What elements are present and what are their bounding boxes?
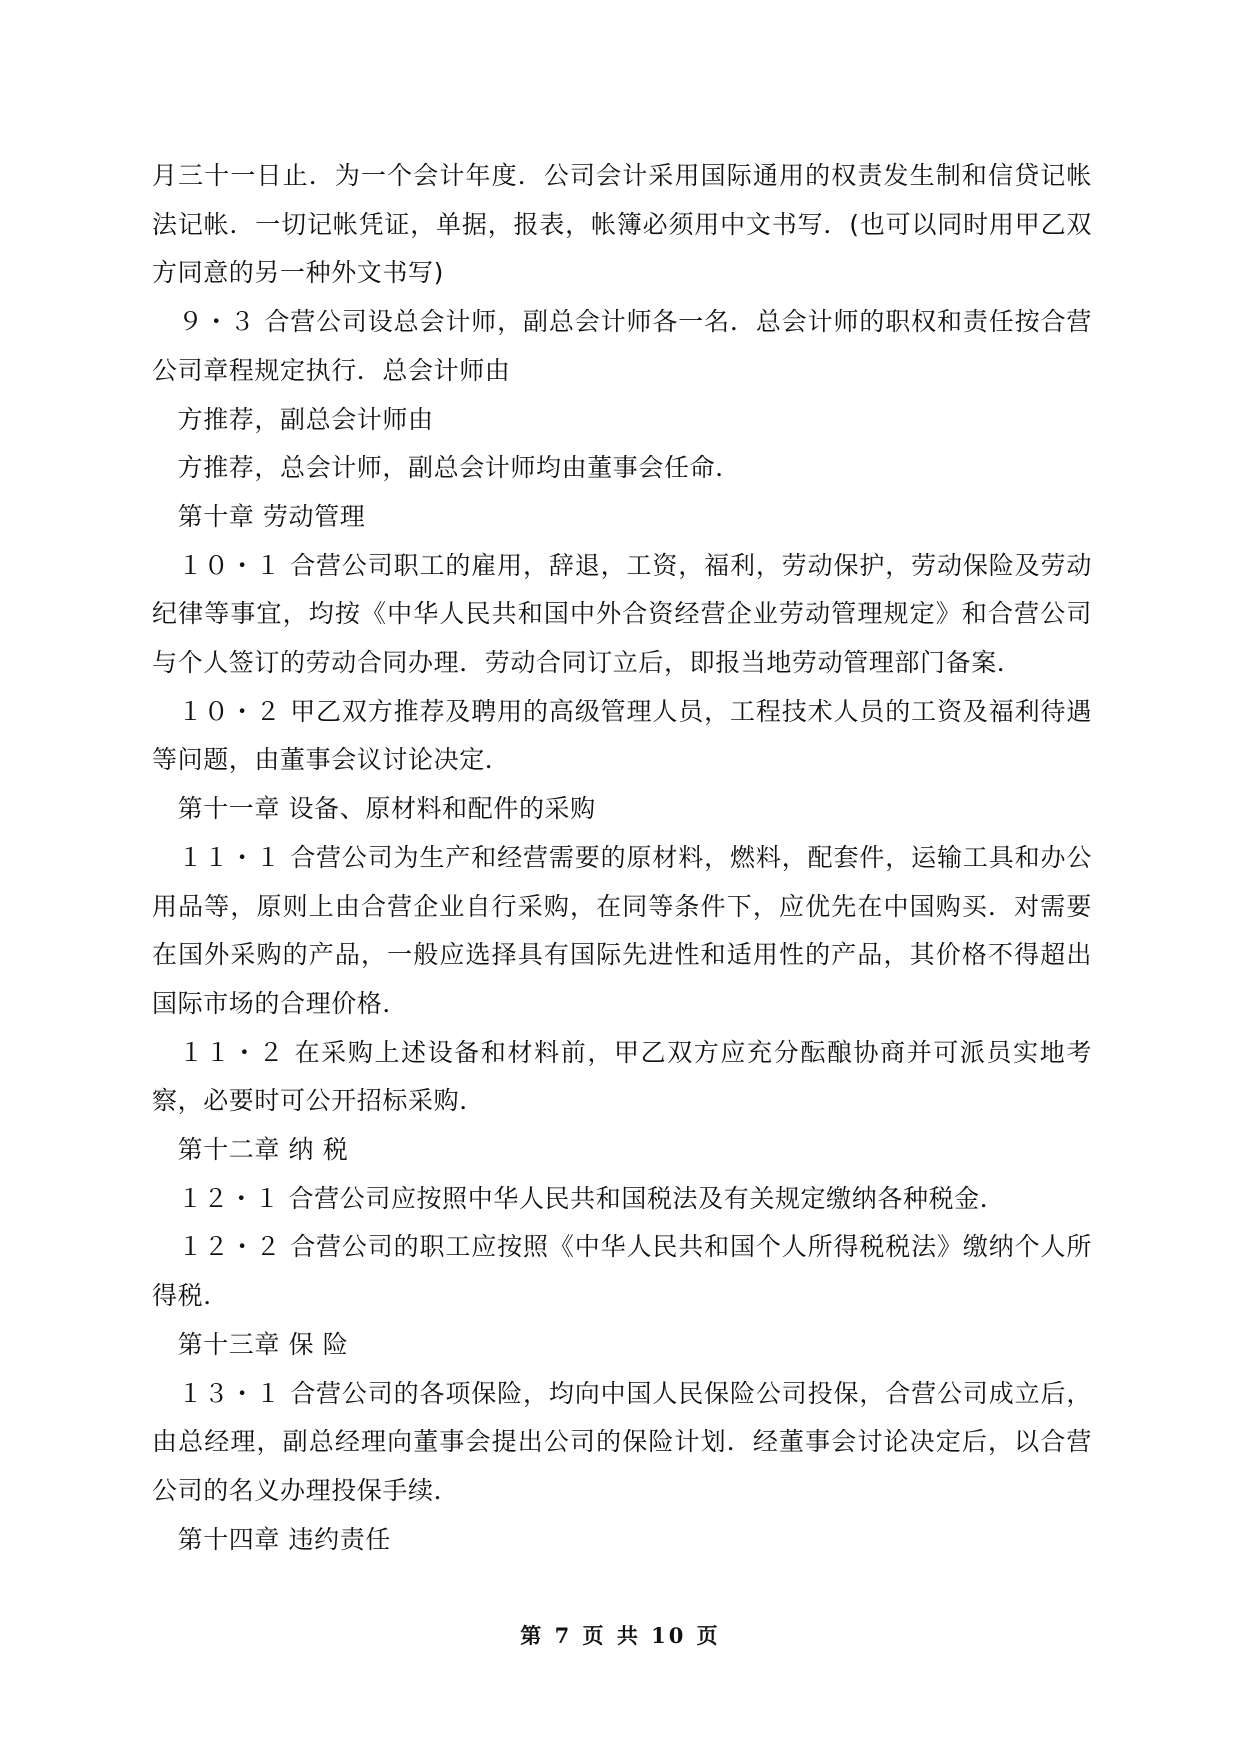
chapter-13-heading: 第十三章 保 险 (152, 1329, 349, 1359)
paragraph-9-3: ９・３ 合营公司设总会计师，副总会计师各一名．总会计师的职权和责任按合营公司章程规定执行．总会计师由 (152, 307, 1092, 385)
chapter-14-heading: 第十四章 违约责任 (152, 1524, 391, 1554)
paragraph-chief-accountant-recommend: 方推荐，副总会计师由 (152, 404, 434, 434)
paragraph-10-1: １０・１ 合营公司职工的雇用，辞退，工资，福利，劳动保护，劳动保险及劳动纪律等事宜，均按《中华人民共和国中外合资经营企业劳动管理规定》和合营公司与个人签订的劳动合同办理．劳动合同订立后，即报当地劳动管理部门备案． (152, 550, 1092, 678)
chapter-11-heading: 第十一章 设备、原材料和配件的采购 (152, 794, 596, 824)
paragraph-11-1: １１・１ 合营公司为生产和经营需要的原材料，燃料，配套件，运输工具和办公用品等，原则上由合营企业自行采购，在同等条件下，应优先在中国购买．对需要在国外采购的产品，一般应选择具有国际先进性和适用性的产品，其价格不得超出国际市场的合理价格． (152, 842, 1092, 1018)
paragraph-12-1: １２・１ 合营公司应按照中华人民共和国税法及有关规定缴纳各种税金． (152, 1183, 1006, 1213)
paragraph-12-2: １２・２ 合营公司的职工应按照《中华人民共和国个人所得税税法》缴纳个人所得税． (152, 1232, 1092, 1311)
page-number-footer: 第 7 页 共 10 页 (520, 1623, 721, 1648)
chapter-10-heading: 第十章 劳动管理 (152, 501, 366, 531)
chapter-12-heading: 第十二章 纳 税 (152, 1135, 349, 1165)
paragraph-accounting-year: 月三十一日止．为一个会计年度．公司会计采用国际通用的权责发生制和信贷记帐法记帐．一切记帐凭证，单据，报表，帐簿必须用中文书写．(也可以同时用甲乙双方同意的另一种外文书写) (152, 161, 1092, 288)
paragraph-13-1: １３・１ 合营公司的各项保险，均向中国人民保险公司投保，合营公司成立后，由总经理，副总经理向董事会提出公司的保险计划．经董事会讨论决定后，以合营公司的名义办理投保手续． (152, 1378, 1092, 1505)
paragraph-deputy-accountant-recommend: 方推荐，总会计师，副总会计师均由董事会任命． (152, 453, 741, 483)
paragraph-10-2: １０・２ 甲乙双方推荐及聘用的高级管理人员，工程技术人员的工资及福利待遇等问题，由董事会议讨论决定． (152, 696, 1092, 775)
document-body (152, 152, 1092, 1564)
paragraph-11-2: １１・２ 在采购上述设备和材料前，甲乙双方应充分酝酿协商并可派员实地考察，必要时可公开招标采购． (152, 1037, 1092, 1116)
